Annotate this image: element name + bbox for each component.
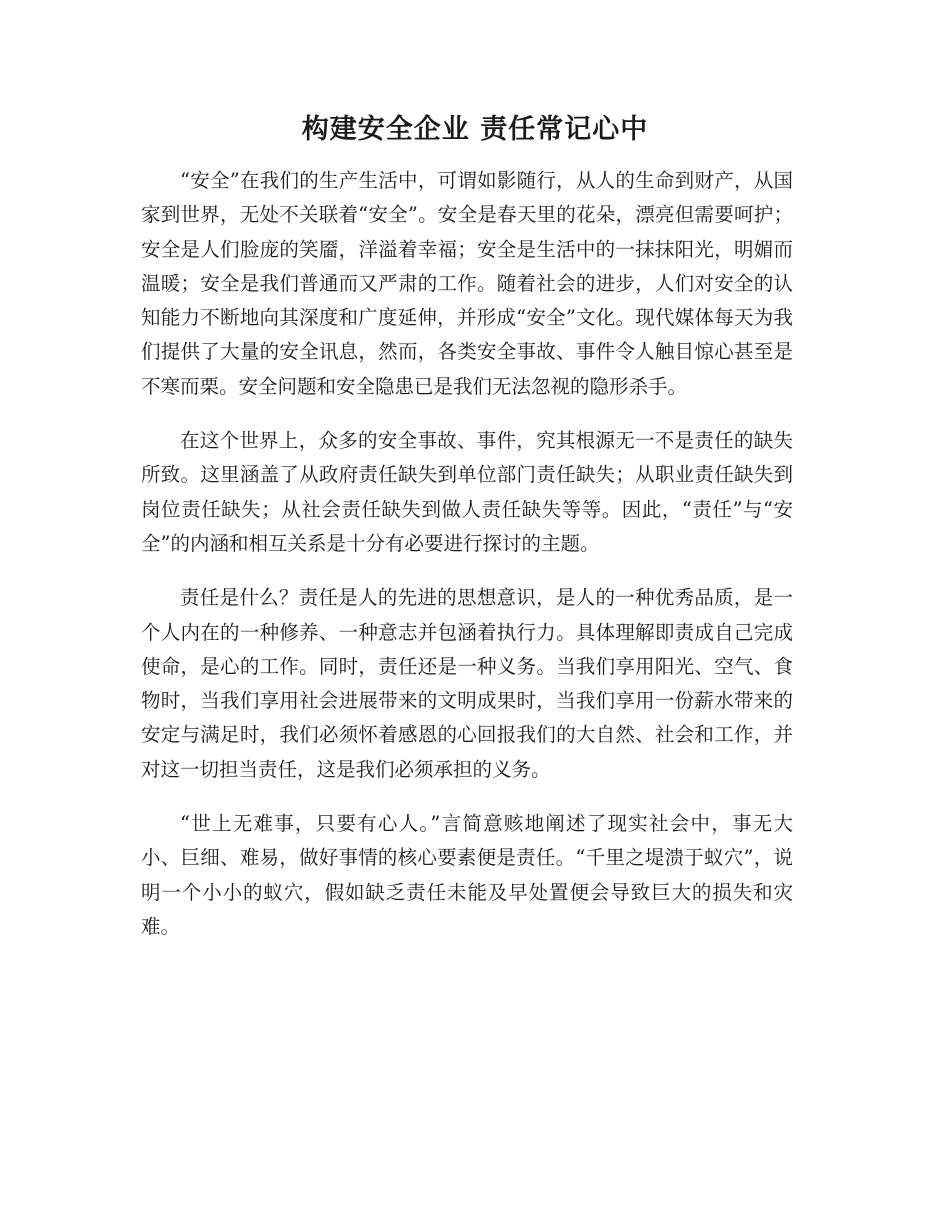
document-title: 构建安全企业 责任常记心中 [301,114,649,145]
paragraph-3: 责任是什么？责任是人的先进的思想意识，是人的一种优秀品质，是一个人内在的一种修养、一种意志并包涵着执行力。具体理解即责成自己完成使命，是心的工作。同时，责任还是一种义务。当我们享用阳光、空气、食物时，当我们享用社会进展带来的文明成果时，当我们享用一份薪水带来的安定与满足时，我们必须怀着感恩的心回报我们的大自然、社会和工作，并对这一切担当责任，这是我们必须承担的义务。 [141,586,793,781]
document-body [141,164,793,944]
paragraph-2: 在这个世界上，众多的安全事故、事件，究其根源无一不是责任的缺失所致。这里涵盖了从政府责任缺失到单位部门责任缺失；从职业责任缺失到岗位责任缺失；从社会责任缺失到做人责任缺失等等。因此，“责任”与“安全”的内涵和相互关系是十分有必要进行探讨的主题。 [141,429,793,555]
paragraph-4: “世上无难事，只要有心人。”言简意赅地阐述了现实社会中，事无大小、巨细、难易，做好事情的核心要素便是责任。“千里之堤溃于蚁穴”，说明一个小小的蚁穴，假如缺乏责任未能及早处置便会导致巨大的损失和灾难。 [141,812,793,938]
paragraph-1: “安全”在我们的生产生活中，可谓如影随行，从人的生命到财产，从国家到世界，无处不关联着“安全”。安全是春天里的花朵，漂亮但需要呵护；安全是人们脸庞的笑靥，洋溢着幸福；安全是生活中的一抹抹阳光，明媚而温暖；安全是我们普通而又严肃的工作。随着社会的进步，人们对安全的认知能力不断地向其深度和广度延伸，并形成“安全”文化。现代媒体每天为我们提供了大量的安全讯息，然而，各类安全事故、事件令人触目惊心甚至是不寒而栗。安全问题和安全隐患已是我们无法忽视的隐形杀手。 [141,169,793,398]
